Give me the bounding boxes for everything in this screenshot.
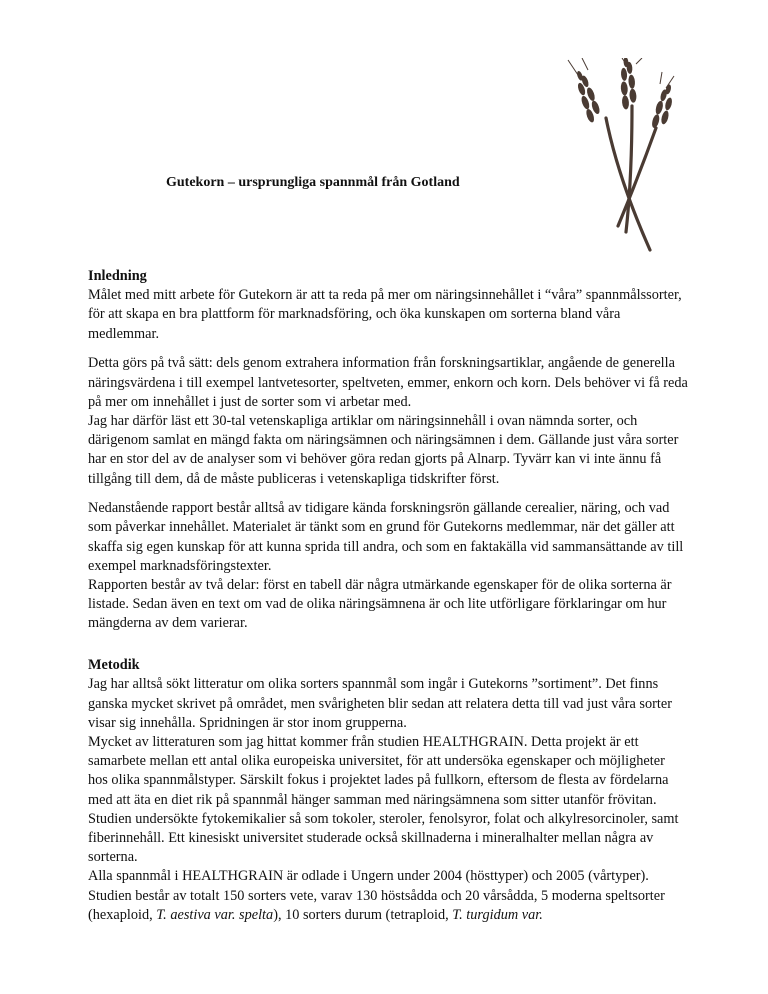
wheat-stalks-icon [566,58,676,254]
text-run-italic: T. aestiva var. spelta [156,906,274,923]
paragraph: Målet med mitt arbete för Gutekorn är att ta reda på mer om näringsinnehållet i “våra” spannmålssorter, för att skapa en bra plattform för marknadsföring, och öka kunskapen om sorterna bland våra medlemmar. [88,287,682,342]
section-heading-inledning: Inledning [88,268,147,284]
section-heading-metodik: Metodik [88,657,140,674]
document-title: Gutekorn – ursprungliga spannmål från Gotland [166,175,460,190]
paragraph-last [88,867,688,925]
document-body [88,267,688,936]
paragraph: Nedanstående rapport består alltså av tidigare kända forskningsrön gällande cerealier, näring, och vad som påverkar innehållet. Materialet är tänkt som en grund för Gutekorns medlemmar, när det gäller att skaffa sig egen kunskap för att kunna sprida till andra, och som en faktakälla vid sammansättande av till exempel marknadsföringstexter. Rapporten består av två delar: först en tabell där några utmärkande egenskaper för de olika sorterna är listade. Sedan även en text om vad de olika näringsämnena är och lite utförligare förklaringar om hur mängderna av dem varierar. [88,500,684,632]
paragraph: Jag har alltså sökt litteratur om olika sorters spannmål som ingår i Gutekorns ”sortiment”. Det finns ganska mycket skrivet på området, men svårigheten blir sedan att relatera detta till vad just våra sorter visar sig innehålla. Spridningen är stor inom grupperna. Mycket av litteraturen som jag hittat kommer från studien HEALTHGRAIN. Detta projekt är ett samarbete mellan ett antal olika europeiska universitet, för att undersöka egenskaper och möjligheter hos olika spannmålstyper. Särskilt fokus i projektet lades på fullkorn, eftersom de flesta av fördelarna med att äta en diet rik på spannmål hänger samman med näringsämnena som sitter utanför frövitan. Studien undersökte fytokemikalier så som tokoler, steroler, fenolsyror, folat och alkylresorcinoler, samt fiberinnehåll. Ett kinesiskt universitet studerade också skillnaderna i mineralhalter mellan några av sorterna. [88,676,679,866]
text-run-italic: T. turgidum var. [452,906,543,923]
paragraph: Detta görs på två sätt: dels genom extrahera information från forskningsartiklar, angående de generella näringsvärdena i till exempel lantvetesorter, speltveten, emmer, enkorn och korn. Dels behöver vi få reda på mer om innehållet i just de sorter som vi arbetar med. Jag har därför läst ett 30-tal vetenskapliga artiklar om näringsinnehåll i ovan nämnda sorter, och därigenom samlat en mängd fakta om näringsämnen och näringsämnen i dem. Gällande just våra sorter har en stor del av de analyser som vi behöver göra redan gjorts på Alnarp. Tyvärr kan vi inte ännu få tillgång till dem, då de måste publiceras i vetenskapliga tidskrifter först. [88,355,688,487]
text-run: ), 10 sorters durum (tetraploid, [273,906,453,923]
text-run: Alla spannmål i HEALTHGRAIN är odlade i Ungern under 2004 (hösttyper) och 2005 (vårtyper). Studien består av totalt 150 sorters vete, varav 130 höstsådda och 20 vårsådda, 5 moderna speltsorter (hexaploid, [88,868,665,923]
